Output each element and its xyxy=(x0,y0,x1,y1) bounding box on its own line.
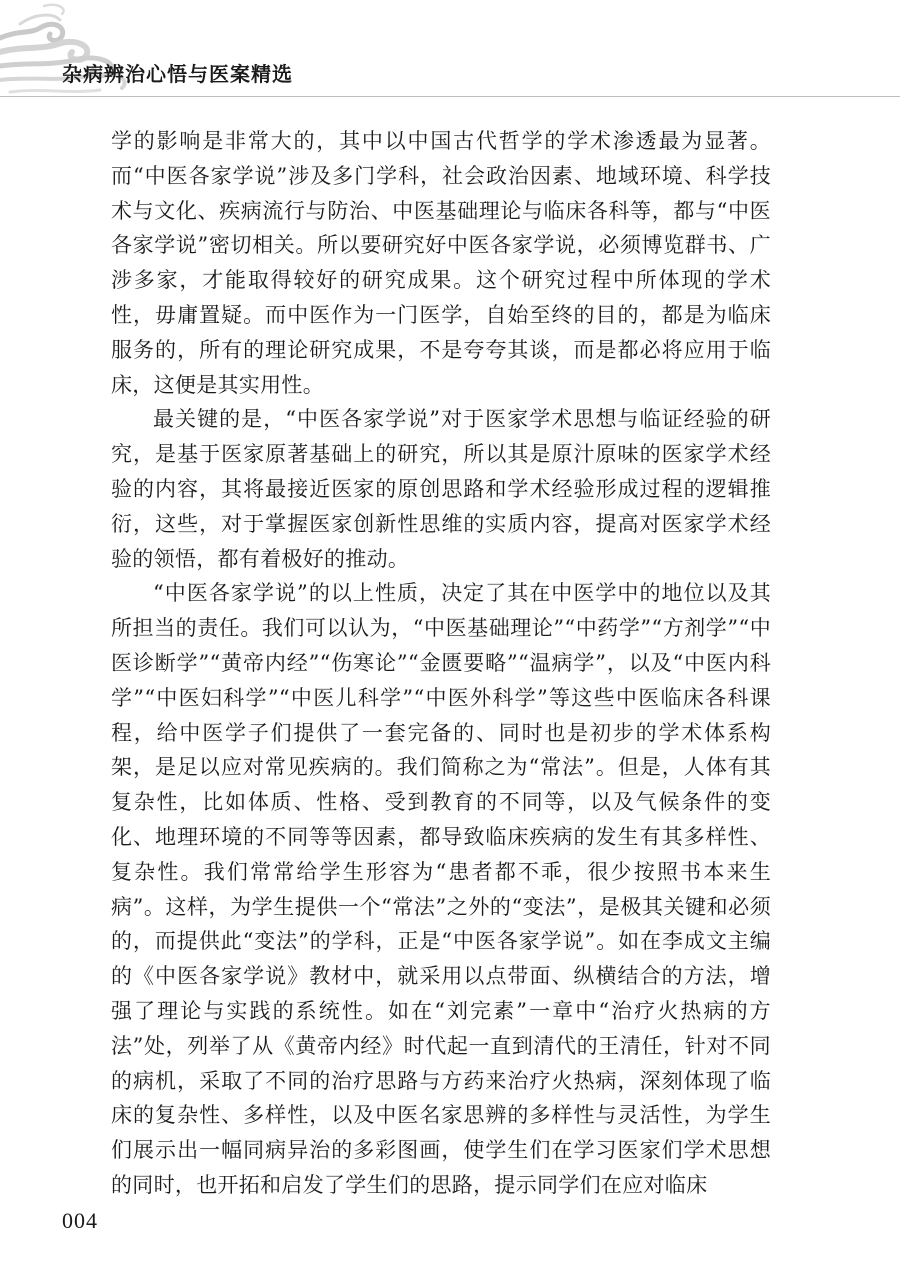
body-text xyxy=(111,124,771,1203)
header-divider xyxy=(0,96,900,97)
paragraph-2: 最关键的是，“中医各家学说”对于医家学术思想与临证经验的研究，是基于医家原著基础上的研究，所以其是原汁原味的医家学术经验的内容，其将最接近医家的原创思路和学术经验形成过程的逻辑推衍，这些，对于掌握医家创新性思维的实质内容，提高对医家学术经验的领悟，都有着极好的推动。 xyxy=(111,407,771,571)
paragraph-1: 学的影响是非常大的，其中以中国古代哲学的学术渗透最为显著。而“中医各家学说”涉及多门学科，社会政治因素、地域环境、科学技术与文化、疾病流行与防治、中医基础理论与临床各科等，都与“中医各家学说”密切相关。所以要研究好中医各家学说，必须博览群书、广涉多家，才能取得较好的研究成果。这个研究过程中所体现的学术性，毋庸置疑。而中医作为一门医学，自始至终的目的，都是为临床服务的，所有的理论研究成果，不是夸夸其谈，而是都必将应用于临床，这便是其实用性。 xyxy=(111,129,771,397)
page-number: 004 xyxy=(62,1208,98,1233)
page-header xyxy=(0,0,900,110)
paragraph-3: “中医各家学说”的以上性质，决定了其在中医学中的地位以及其所担当的责任。我们可以认为，“中医基础理论”“中药学”“方剂学”“中医诊断学”“黄帝内经”“伤寒论”“金匮要略”“温病学”，以及“中医内科学”“中医妇科学”“中医儿科学”“中医外科学”等这些中医临床各科课程，给中医学子们提供了一套完备的、同时也是初步的学术体系构架，是足以应对常见疾病的。我们简称之为“常法”。但是，人体有其复杂性，比如体质、性格、受到教育的不同等，以及气候条件的变化、地理环境的不同等等因素，都导致临床疾病的发生有其多样性、复杂性。我们常常给学生形容为“患者都不乖，很少按照书本来生病”。这样，为学生提供一个“常法”之外的“变法”，是极其关键和必须的，而提供此“变法”的学科，正是“中医各家学说”。如在李成文主编的《中医各家学说》教材中，就采用以点带面、纵横结合的方法，增强了理论与实践的系统性。如在“刘完素”一章中“治疗火热病的方法”处，列举了从《黄帝内经》时代起一直到清代的王清任，针对不同的病机，采取了不同的治疗思路与方药来治疗火热病，深刻体现了临床的复杂性、多样性，以及中医名家思辨的多样性与灵活性，为学生们展示出一幅同病异治的多彩图画，使学生们在学习医家们学术思想的同时，也开拓和启发了学生们的思路，提示同学们在应对临床 xyxy=(111,581,771,1197)
cloud-ornament-icon xyxy=(0,0,150,105)
running-header-title: 杂病辨治心悟与医案精选 xyxy=(62,62,293,86)
